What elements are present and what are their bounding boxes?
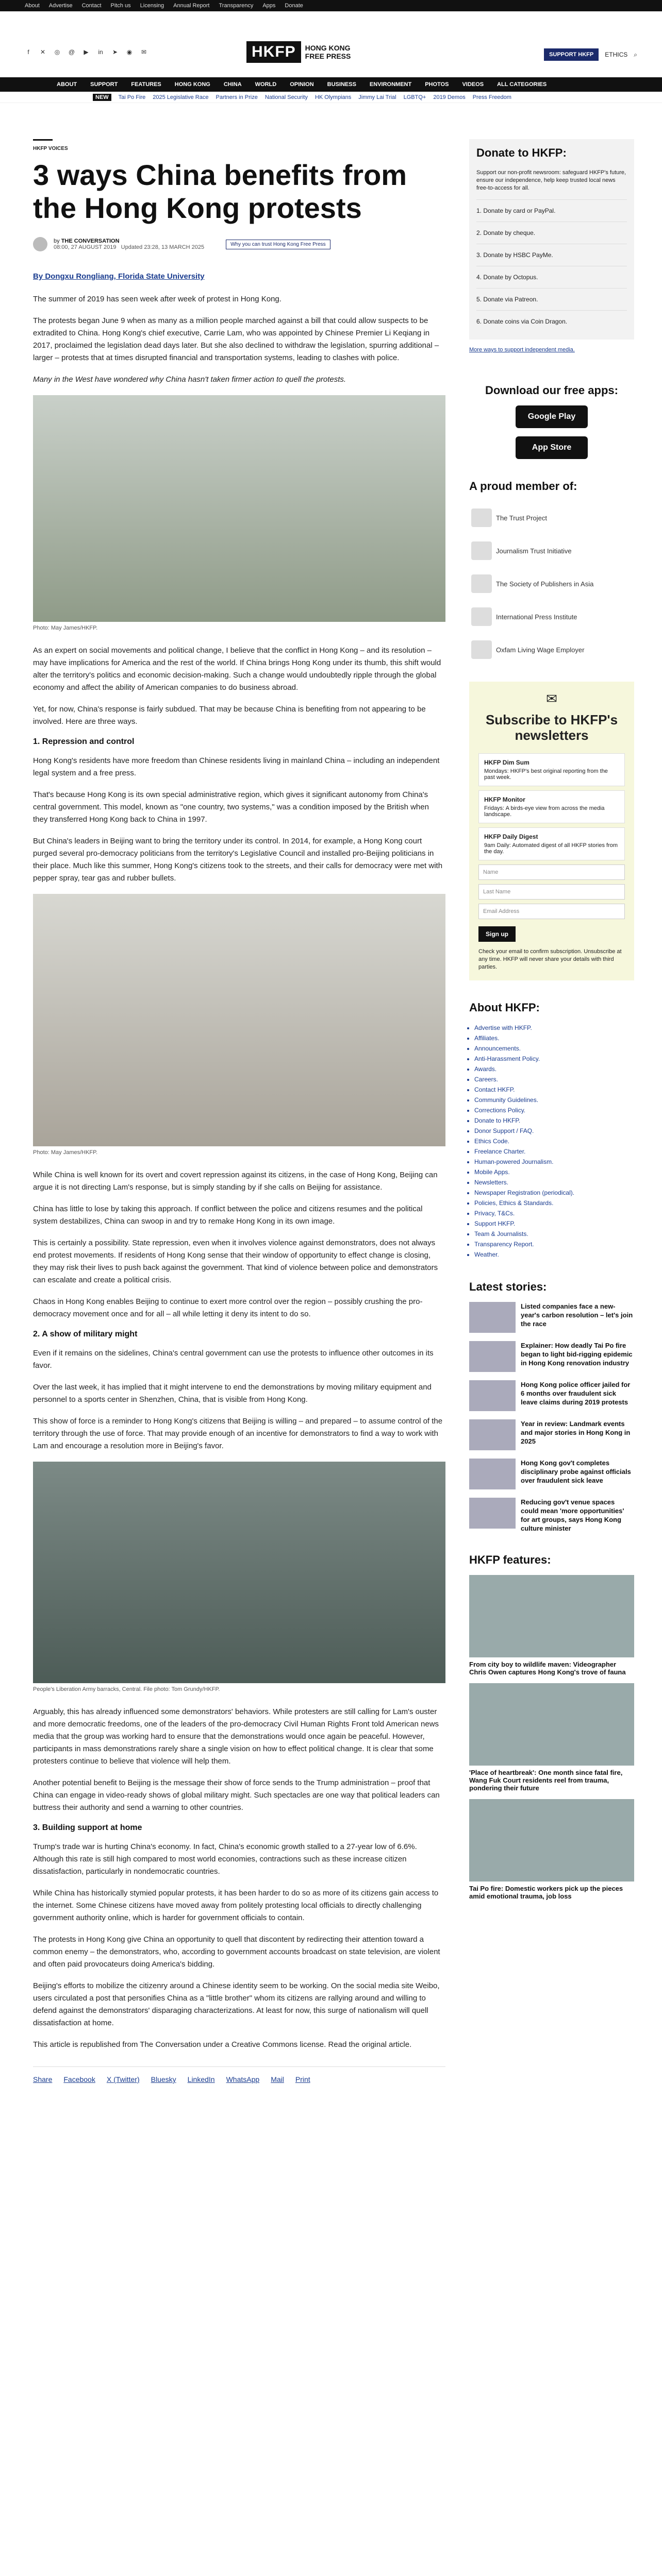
- nav-all-categories[interactable]: ALL CATEGORIES: [497, 81, 547, 88]
- logo-mark: HKFP: [246, 41, 301, 63]
- option-desc: Fridays: A birds-eye view from across the media landscape.: [484, 805, 605, 818]
- paragraph: Over the last week, it has implied that it might intervene to end the demonstrations by moving military equipment and personnel to a sports center in Shenzhen, China, that is visible from Hong Kong.: [33, 1383, 432, 1404]
- donate-option[interactable]: 2. Donate by cheque.: [476, 222, 627, 244]
- updated-date: Updated 23:28, 13 MARCH 2025: [121, 244, 205, 250]
- topbar-contact[interactable]: Contact: [81, 3, 102, 9]
- main-nav: [0, 77, 662, 92]
- mail-icon: ✉: [546, 691, 557, 706]
- about-link[interactable]: • Ethics Code.: [474, 1136, 634, 1146]
- paragraph: The protests in Hong Kong give China an opportunity to quell that discontent by redirecting their attention toward a common enemy – the demonstrators, who, according to government accounts broadcast on state television, are violent and often paid provocateurs doing America's bidding.: [33, 1935, 440, 1969]
- donate-title: Donate to HKFP:: [476, 146, 567, 159]
- about-link[interactable]: • Anti-Harassment Policy.: [474, 1054, 634, 1064]
- section-heading: 1. Repression and control: [33, 737, 135, 746]
- paragraph: Many in the West have wondered why China hasn't taken firmer action to quell the protests.: [33, 375, 346, 384]
- paragraph: China has little to lose by taking this approach. If conflict between the police and citizens resumes and the political system destabilizes, China can swoop in and try to remake Hong Kong in its own image.: [33, 1205, 423, 1226]
- story-item[interactable]: [469, 1380, 634, 1411]
- feature-title[interactable]: From city boy to wildlife maven: Videographer Chris Owen captures Hong Kong's trove of fauna: [469, 1660, 626, 1676]
- nav-hong-kong[interactable]: HONG KONG: [174, 81, 210, 88]
- partner-mark: [471, 574, 492, 593]
- trending-item[interactable]: 2019 Demos: [433, 94, 466, 100]
- newsletter-note: Check your email to confirm subscription. Unsubscribe at any time. HKFP will never share your details with third parties.: [478, 948, 622, 970]
- author-avatar: [33, 237, 47, 251]
- about-link[interactable]: • Weather.: [474, 1249, 634, 1260]
- donate-option[interactable]: 3. Donate by HSBC PayMe.: [476, 244, 627, 266]
- donate-option[interactable]: 5. Donate via Patreon.: [476, 288, 627, 310]
- byline-text: [54, 238, 204, 250]
- donate-intro: Support our non-profit newsroom: safeguard HKFP's future, ensure our independence, help keep trusted local news free-to-access for all.: [476, 170, 626, 191]
- story-title: Hong Kong police officer jailed for 6 months over fraudulent sick leave claims during 2019 protests: [521, 1381, 631, 1406]
- option-title: HKFP Dim Sum: [484, 759, 529, 766]
- article-title: 3 ways China benefits from the Hong Kong protests: [33, 159, 407, 224]
- about-link[interactable]: • Careers.: [474, 1074, 634, 1084]
- feature-title[interactable]: Tai Po fire: Domestic workers pick up the pieces amid emotional trauma, job loss: [469, 1885, 623, 1900]
- latest-stories: [469, 1302, 634, 1533]
- donate-option[interactable]: 6. Donate coins via Coin Dragon.: [476, 310, 627, 332]
- about-link[interactable]: • Advertise with HKFP.: [474, 1023, 634, 1033]
- signup-button[interactable]: Sign up: [478, 926, 516, 942]
- instagram-icon[interactable]: ◎: [54, 48, 60, 56]
- partner-mark: [471, 640, 492, 659]
- about-link[interactable]: • Freelance Charter.: [474, 1146, 634, 1157]
- trending-item[interactable]: Press Freedom: [472, 94, 511, 100]
- trust-button[interactable]: Why you can trust Hong Kong Free Press: [226, 240, 330, 249]
- topbar-pitch[interactable]: Pitch us: [110, 3, 131, 9]
- byline: [33, 237, 445, 251]
- paragraph: As an expert on social movements and political change, I believe that the conflict in Hong Kong – and its resolution – may have implications for America and the rest of the world. If China brings Hong Kong under its thumb, this shift would alter the territory's politics and economic decision-making. Such a change would undoubtedly ripple through the global economy and affect the ability of American companies to do business abroad.: [33, 646, 441, 692]
- story-item[interactable]: [469, 1498, 634, 1533]
- site-header: [0, 11, 662, 68]
- about-link[interactable]: • Privacy, T&Cs.: [474, 1208, 634, 1218]
- topbar-apps[interactable]: Apps: [262, 3, 276, 9]
- share-whatsapp[interactable]: WhatsApp: [226, 2075, 260, 2083]
- trending-label: NEW: [93, 94, 111, 101]
- rss-icon[interactable]: ◉: [126, 48, 133, 56]
- partner-mark: [471, 509, 492, 527]
- feature-title[interactable]: 'Place of heartbreak': One month since fatal fire, Wang Fuk Court residents reel from trauma, pondering their future: [469, 1769, 623, 1792]
- share-facebook[interactable]: Facebook: [63, 2075, 95, 2083]
- about-link[interactable]: • Support HKFP.: [474, 1218, 634, 1229]
- threads-icon[interactable]: @: [68, 48, 75, 56]
- trending-item[interactable]: Partners in Prize: [216, 94, 258, 100]
- share-bluesky[interactable]: Bluesky: [151, 2075, 176, 2083]
- linkedin-icon[interactable]: in: [98, 48, 103, 56]
- feature-image[interactable]: [469, 1683, 634, 1766]
- about-link[interactable]: • Human-powered Journalism.: [474, 1157, 634, 1167]
- share-bar: [33, 2066, 445, 2083]
- proud-title: A proud member of:: [469, 480, 577, 493]
- nav-support[interactable]: SUPPORT: [90, 81, 118, 88]
- story-thumbnail: [469, 1302, 516, 1333]
- trending-item[interactable]: Tai Po Fire: [118, 94, 146, 100]
- about-link[interactable]: • Policies, Ethics & Standards.: [474, 1198, 634, 1208]
- support-button[interactable]: SUPPORT HKFP: [544, 48, 599, 61]
- about-link[interactable]: • Community Guidelines.: [474, 1095, 634, 1105]
- features-list: [469, 1575, 634, 1900]
- about-link[interactable]: • Team & Journalists.: [474, 1229, 634, 1239]
- story-title: Reducing gov't venue spaces could mean 'more opportunities' for art groups, says Hong Kong culture minister: [521, 1498, 624, 1532]
- story-item[interactable]: [469, 1419, 634, 1450]
- feature-image[interactable]: [469, 1799, 634, 1882]
- paragraph: Even if it remains on the sidelines, China's central government can use the protests to influence other outcomes in its favor.: [33, 1349, 434, 1370]
- nav-environment[interactable]: ENVIRONMENT: [369, 81, 412, 88]
- story-title: Hong Kong gov't completes disciplinary probe against officials over fraudulent sick leave: [521, 1459, 631, 1484]
- article-image: [33, 1462, 445, 1683]
- trending-item[interactable]: HK Olympians: [315, 94, 352, 100]
- share-linkedin[interactable]: LinkedIn: [187, 2075, 215, 2083]
- about-link[interactable]: • Newspaper Registration (periodical).: [474, 1188, 634, 1198]
- story-title: Explainer: How deadly Tai Po fire began to light bid-rigging epidemic in Hong Kong renovation industry: [521, 1342, 633, 1367]
- about-link[interactable]: • Donor Support / FAQ.: [474, 1126, 634, 1136]
- article-image: [33, 894, 445, 1146]
- topbar-transparency[interactable]: Transparency: [219, 3, 254, 9]
- about-link[interactable]: • Newsletters.: [474, 1177, 634, 1188]
- newsletter-title: Subscribe to HKFP's newsletters: [485, 712, 618, 743]
- about-list: [469, 1023, 634, 1260]
- social-links: [25, 48, 147, 56]
- name-field[interactable]: Name: [478, 865, 625, 880]
- more-support-link[interactable]: More ways to support independent media.: [469, 347, 575, 353]
- donate-option[interactable]: 1. Donate by card or PayPal.: [476, 199, 627, 222]
- topbar-annual-report[interactable]: Annual Report: [173, 3, 210, 9]
- story-title: Year in review: Landmark events and major stories in Hong Kong in 2025: [521, 1420, 631, 1445]
- logo-line1: HONG KONG: [305, 44, 351, 52]
- about-link[interactable]: • Transparency Report.: [474, 1239, 634, 1249]
- about-link[interactable]: • Announcements.: [474, 1043, 634, 1054]
- about-link[interactable]: • Mobile Apps.: [474, 1167, 634, 1177]
- story-item[interactable]: [469, 1459, 634, 1489]
- donate-box: [469, 139, 634, 340]
- site-logo[interactable]: [246, 41, 351, 63]
- newsletter-option[interactable]: [478, 753, 625, 786]
- google-play-badge[interactable]: Google Play: [516, 405, 588, 428]
- kicker-rule: [33, 139, 53, 141]
- partner-logo[interactable]: [469, 534, 634, 567]
- email-field[interactable]: Email Address: [478, 904, 625, 919]
- nav-videos[interactable]: VIDEOS: [462, 81, 484, 88]
- paragraph: Hong Kong's residents have more freedom than Chinese residents living in mainland China – including an independent legal system and a free press.: [33, 756, 440, 777]
- partner-name: The Society of Publishers in Asia: [496, 580, 594, 588]
- youtube-icon[interactable]: ▶: [84, 48, 89, 56]
- paragraph: Beijing's efforts to mobilize the citizenry around a Chinese identity seem to be working. On the social media site Weibo, users circulated a post that personifies China as a "little brother" whom its citizens are rallying around and willing to defend against the demonstrators' disparaging characterizations. At least for now, this surge of nationalism will quell dissatisfaction at home.: [33, 1981, 440, 2027]
- story-thumbnail: [469, 1419, 516, 1450]
- newsletter-option[interactable]: [478, 790, 625, 823]
- partner-name: Oxfam Living Wage Employer: [496, 646, 585, 654]
- share-print[interactable]: Print: [295, 2075, 310, 2083]
- feature-image[interactable]: [469, 1575, 634, 1657]
- article-authors[interactable]: By Dongxu Rongliang, Florida State University: [33, 272, 205, 281]
- apps-title: Download our free apps:: [485, 384, 618, 397]
- paragraph: The summer of 2019 has seen week after week of protest in Hong Kong.: [33, 295, 282, 303]
- partner-name: The Trust Project: [496, 514, 547, 522]
- header-actions: [544, 48, 637, 61]
- author-name[interactable]: THE CONVERSATION: [61, 238, 120, 244]
- app-store-badge[interactable]: App Store: [516, 436, 588, 459]
- mail-icon[interactable]: ✉: [141, 48, 147, 56]
- image-caption: Photo: May James/HKFP.: [33, 625, 98, 631]
- latest-title: Latest stories:: [469, 1280, 547, 1293]
- article: [33, 139, 445, 2083]
- about-title: About HKFP:: [469, 1001, 540, 1014]
- nav-world[interactable]: WORLD: [255, 81, 277, 88]
- features-title: HKFP features:: [469, 1553, 551, 1566]
- option-desc: 9am Daily: Automated digest of all HKFP stories from the day.: [484, 842, 618, 855]
- share-link[interactable]: Share: [33, 2075, 53, 2083]
- trending-item[interactable]: LGBTQ+: [403, 94, 426, 100]
- paragraph: Yet, for now, China's response is fairly subdued. That may be because China is benefiting from not appearing to be involved. Here are three ways.: [33, 705, 426, 726]
- sidebar: [469, 139, 634, 1907]
- partner-name: Journalism Trust Initiative: [496, 547, 572, 555]
- search-icon[interactable]: ⌕: [634, 50, 637, 58]
- story-thumbnail: [469, 1380, 516, 1411]
- trending-item[interactable]: National Security: [264, 94, 308, 100]
- topbar-about[interactable]: About: [25, 3, 40, 9]
- logo-text: [305, 44, 351, 60]
- nav-features[interactable]: FEATURES: [131, 81, 161, 88]
- facebook-icon[interactable]: f: [27, 48, 29, 56]
- partner-logo[interactable]: [469, 633, 634, 666]
- publish-date: 08:00, 27 AUGUST 2019: [54, 244, 117, 250]
- article-kicker[interactable]: HKFP VOICES: [33, 146, 68, 151]
- about-link[interactable]: • Awards.: [474, 1064, 634, 1074]
- about-link[interactable]: • Donate to HKFP.: [474, 1115, 634, 1126]
- option-title: HKFP Daily Digest: [484, 833, 538, 840]
- option-desc: Mondays: HKFP's best original reporting from the past week.: [484, 768, 608, 781]
- paragraph: This is certainly a possibility. State repression, even when it involves violence against demonstrators, does not always end protest movements. If residents of Hong Kong sense that their window of opportunity to effect change is closing, they may risk their lives to push back against the government. That kind of violence between police and demonstrators can escalate and create a political crisis.: [33, 1239, 438, 1284]
- story-item[interactable]: [469, 1302, 634, 1333]
- story-thumbnail: [469, 1341, 516, 1372]
- image-caption: People's Liberation Army barracks, Central. File photo: Tom Grundy/HKFP.: [33, 1686, 220, 1692]
- paragraph: But China's leaders in Beijing want to bring the territory under its control. In 2014, for example, a Hong Kong court purged several pro-democracy politicians from the territory's Legislative Council and installed pro-Beijing politicians in their place. Much like this summer, Hong Kong's citizens took to the streets, and their calls for democracy were met with pepper spray, tear gas and rubber bullets.: [33, 837, 443, 883]
- trending-bar: [0, 92, 662, 103]
- x-icon[interactable]: ✕: [40, 48, 46, 56]
- paragraph: That's because Hong Kong is its own special administrative region, which gives it significant autonomy from China's central government. This model, known as "one country, two systems," was a condition imposed by the British when they transferred Hong Kong back to China in 1997.: [33, 790, 429, 824]
- partner-name: International Press Institute: [496, 613, 577, 621]
- nav-china[interactable]: CHINA: [223, 81, 242, 88]
- story-thumbnail: [469, 1498, 516, 1529]
- trending-item[interactable]: Jimmy Lai Trial: [358, 94, 396, 100]
- paragraph: The protests began June 9 when as many as a million people marched against a bill that could allow suspects to be extradited to China. Hong Kong's chief executive, Carrie Lam, who was appointed by Chinese Premier Li Keqiang in 2017, proclaimed the legislation dead days later. But she also declined to withdraw the legislation, spurring additional – larger – protests that at times disrupted financial and transportation systems, leading to clashes with police.: [33, 316, 439, 362]
- paragraph: This show of force is a reminder to Hong Kong's citizens that Beijing is willing – and prepared – to assume control of the territory through the use of force. That may provide enough of an incentive for demonstrators to find a way to work with Lam and encourage a resolution more in Beijing's favor.: [33, 1417, 443, 1450]
- partner-mark: [471, 541, 492, 560]
- story-thumbnail: [469, 1459, 516, 1489]
- topbar-donate[interactable]: Donate: [285, 3, 303, 9]
- paragraph: Trump's trade war is hurting China's economy. In fact, China's economic growth stalled to a 27-year low of 6.6%. Although this rate is still high compared to most world economies, contractions such as these increase citizen dissatisfaction, particularly in nondemocratic countries.: [33, 1842, 417, 1876]
- paragraph: While China has historically stymied popular protests, it has been harder to do so as more of its citizens gain access to the internet. Some Chinese citizens have moved away from politely protesting local officials to directly challenging government authority online, which is harder for government officials to contain.: [33, 1889, 439, 1922]
- last-name-field[interactable]: Last Name: [478, 884, 625, 900]
- share-x[interactable]: X (Twitter): [106, 2075, 140, 2083]
- telegram-icon[interactable]: ➤: [112, 48, 118, 56]
- paragraph: Another potential benefit to Beijing is the message their show of force sends to the Trump administration – proof that China can engage in video-ready shows of global military might. Such spectacles are one way that political leaders can buttress their authority and send a warning to other countries.: [33, 1778, 440, 1812]
- nav-about[interactable]: ABOUT: [57, 81, 77, 88]
- partner-logo[interactable]: [469, 600, 634, 633]
- story-title: Listed companies face a new-year's carbon resolution – let's join the race: [521, 1302, 633, 1328]
- article-image: [33, 395, 445, 622]
- section-heading: 3. Building support at home: [33, 1823, 142, 1832]
- newsletter-box: [469, 682, 634, 980]
- nav-photos[interactable]: PHOTOS: [425, 81, 449, 88]
- share-mail[interactable]: Mail: [271, 2075, 284, 2083]
- about-link[interactable]: • Corrections Policy.: [474, 1105, 634, 1115]
- option-title: HKFP Monitor: [484, 796, 525, 803]
- partner-logo[interactable]: [469, 501, 634, 534]
- byline-by: by: [54, 238, 60, 244]
- trending-item[interactable]: 2025 Legislative Race: [153, 94, 209, 100]
- story-item[interactable]: [469, 1341, 634, 1372]
- top-bar: [0, 0, 662, 11]
- topbar-advertise[interactable]: Advertise: [48, 3, 73, 9]
- ethics-link[interactable]: ETHICS: [605, 51, 628, 58]
- section-heading: 2. A show of military might: [33, 1330, 138, 1338]
- newsletter-option[interactable]: [478, 827, 625, 860]
- partner-mark: [471, 607, 492, 626]
- about-link[interactable]: • Contact HKFP.: [474, 1084, 634, 1095]
- partner-logo[interactable]: [469, 567, 634, 600]
- paragraph: This article is republished from The Conversation under a Creative Commons license. Read the original article.: [33, 2040, 412, 2049]
- nav-opinion[interactable]: OPINION: [290, 81, 314, 88]
- donate-option[interactable]: 4. Donate by Octopus.: [476, 266, 627, 288]
- logo-line2: FREE PRESS: [305, 52, 351, 60]
- paragraph: Chaos in Hong Kong enables Beijing to continue to exert more control over the region – possibly crushing the pro-democracy movement once and for all – all while letting it deny its intent to do so.: [33, 1297, 423, 1318]
- nav-business[interactable]: BUSINESS: [327, 81, 356, 88]
- about-link[interactable]: • Affiliates.: [474, 1033, 634, 1043]
- topbar-licensing[interactable]: Licensing: [140, 3, 164, 9]
- paragraph: While China is well known for its overt and covert repression against its citizens, in the case of Hong Kong, Beijing can argue it is not directing Lam's response, but is simply standing by if she calls on Beijing for assistance.: [33, 1171, 438, 1192]
- paragraph: Arguably, this has already influenced some demonstrators' behaviors. While protesters are still calling for Lam's ouster and more democratic freedoms, one of the leaders of the pro-democracy Civil Human Rights Front told American news media that the group was working hard to ensure that the demonstrations would once again be peaceful. However, participants in mass demonstrations rarely share a single vision on how to effect political change. It is clear that some protesters continue to believe that violence will help them.: [33, 1707, 439, 1766]
- image-caption: Photo: May James/HKFP.: [33, 1149, 98, 1156]
